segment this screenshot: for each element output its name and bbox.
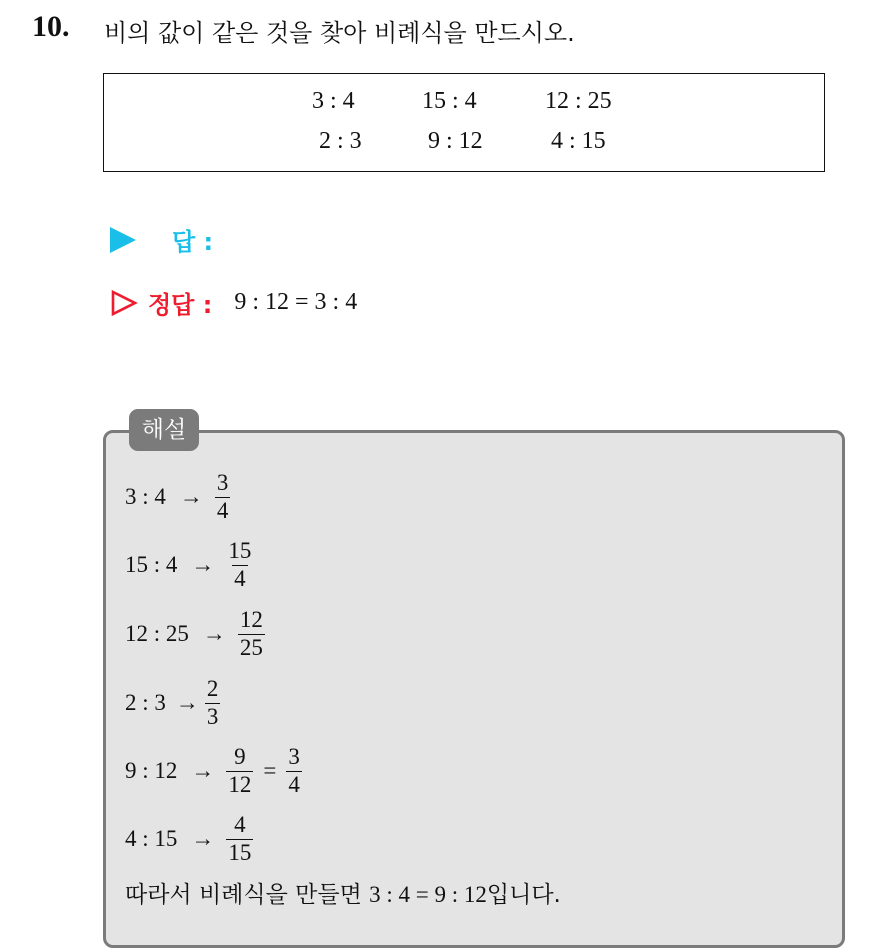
solution-line bbox=[125, 467, 234, 527]
fraction bbox=[215, 470, 231, 524]
conclusion-prefix: 따라서 비례식을 만들면 bbox=[125, 882, 362, 908]
arrow: → bbox=[179, 484, 203, 509]
solution-line bbox=[125, 604, 269, 664]
fraction-numerator: 9 bbox=[234, 744, 246, 770]
arrow: → bbox=[191, 552, 215, 577]
fraction-denominator: 4 bbox=[216, 497, 229, 523]
ratio-item: 2 : 3 bbox=[319, 128, 362, 154]
fraction-denominator: 15 bbox=[228, 839, 252, 865]
fraction bbox=[226, 812, 253, 866]
solution-ratio: 4 : 15 bbox=[125, 826, 178, 851]
outline-triangle-icon bbox=[110, 289, 138, 317]
solution-tab: 해설 bbox=[129, 409, 199, 451]
ratio-box bbox=[103, 73, 825, 172]
solution-conclusion bbox=[125, 876, 561, 909]
fraction-denominator: 25 bbox=[239, 634, 263, 660]
conclusion-suffix: 입니다. bbox=[486, 882, 561, 908]
answer-label: 답 : bbox=[172, 228, 214, 256]
solution-ratio: 3 : 4 bbox=[125, 484, 166, 509]
correct-answer-value: 9 : 12 = 3 : 4 bbox=[234, 289, 358, 315]
equals-sign: = bbox=[263, 758, 277, 783]
arrow: → bbox=[175, 690, 199, 715]
fraction-denominator: 12 bbox=[228, 771, 252, 797]
solution-line bbox=[125, 809, 257, 869]
fraction-numerator: 2 bbox=[206, 676, 219, 702]
conclusion-equation: 3 : 4 = 9 : 12 bbox=[369, 882, 487, 907]
arrow: → bbox=[191, 758, 215, 783]
solution-ratio: 9 : 12 bbox=[125, 758, 178, 783]
solution-ratio: 15 : 4 bbox=[125, 552, 178, 577]
solution-line bbox=[125, 535, 257, 595]
question-text: 비의 값이 같은 것을 찾아 비례식을 만드시오. bbox=[104, 19, 575, 47]
arrow: → bbox=[191, 826, 215, 851]
ratio-item: 9 : 12 bbox=[428, 128, 483, 154]
fraction-denominator: 4 bbox=[234, 565, 246, 591]
fraction-numerator: 4 bbox=[234, 812, 246, 838]
fraction-numerator: 15 bbox=[228, 538, 252, 564]
fraction-numerator: 3 bbox=[288, 744, 300, 770]
fraction bbox=[226, 744, 253, 798]
play-triangle-icon bbox=[110, 227, 136, 253]
question-number: 10. bbox=[32, 10, 70, 43]
answer-row bbox=[110, 222, 213, 257]
fraction bbox=[286, 744, 302, 798]
correct-answer-label: 정답 : bbox=[148, 291, 213, 319]
solution-line bbox=[125, 741, 306, 801]
ratio-item: 15 : 4 bbox=[422, 88, 477, 114]
fraction bbox=[226, 538, 253, 592]
fraction-denominator: 4 bbox=[288, 771, 300, 797]
ratio-item: 3 : 4 bbox=[312, 88, 355, 114]
fraction bbox=[238, 607, 265, 661]
fraction-denominator: 3 bbox=[206, 703, 219, 729]
solution-ratio: 12 : 25 bbox=[125, 621, 189, 646]
arrow: → bbox=[202, 621, 226, 646]
solution-ratio: 2 : 3 bbox=[125, 690, 166, 715]
solution-line bbox=[125, 673, 224, 733]
fraction-numerator: 3 bbox=[216, 470, 229, 496]
fraction-numerator: 12 bbox=[239, 607, 263, 633]
ratio-item: 12 : 25 bbox=[545, 88, 612, 114]
ratio-item: 4 : 15 bbox=[551, 128, 606, 154]
fraction bbox=[205, 676, 221, 730]
correct-answer-row bbox=[110, 285, 357, 320]
